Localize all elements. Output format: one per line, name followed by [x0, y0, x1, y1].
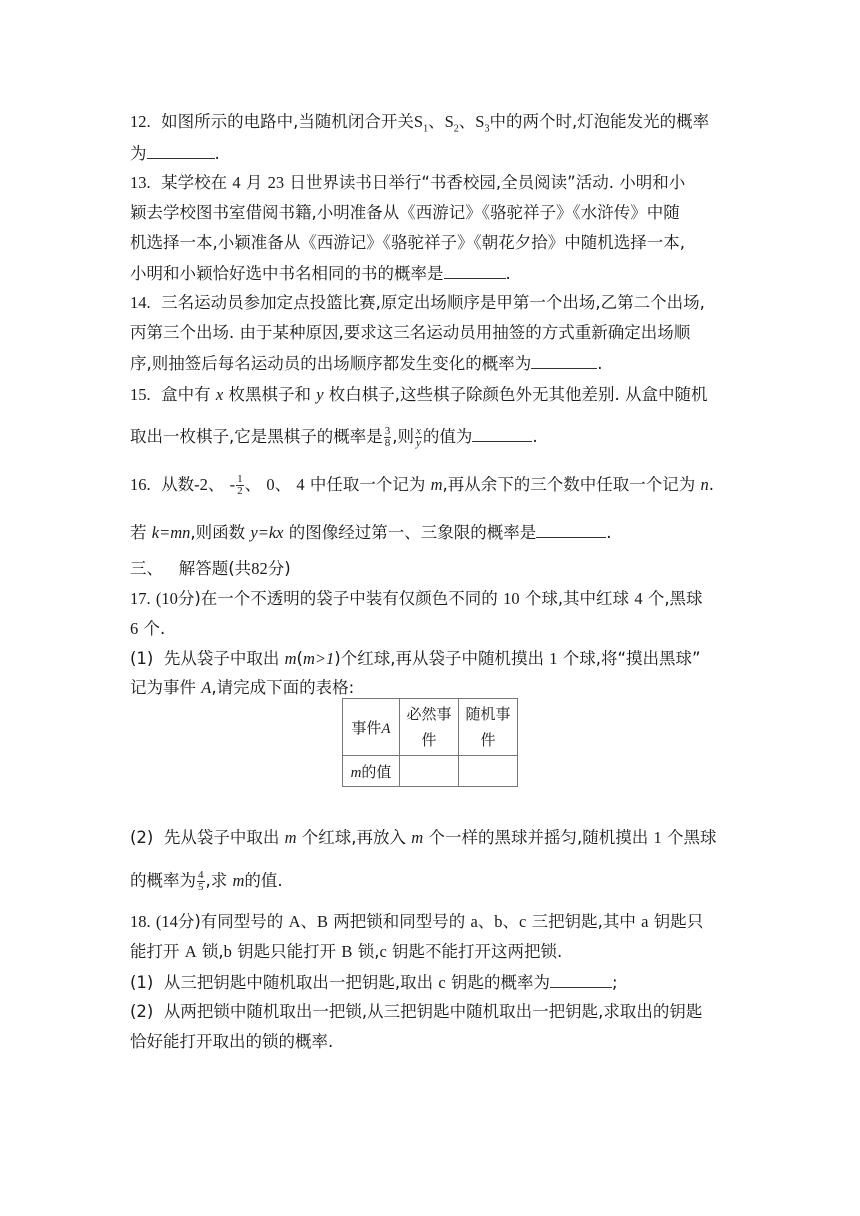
event-table — [342, 698, 518, 787]
table-row — [343, 699, 518, 756]
var-A: A — [201, 678, 212, 697]
q16-line2 — [130, 520, 611, 545]
separator: 、 — [207, 475, 225, 494]
table-header-cell — [459, 699, 518, 756]
number-1: 1 — [549, 649, 558, 668]
q17-part2-line2 — [130, 869, 283, 893]
q18-p1-text-a: 从三把钥匙中随机取出一把钥匙,取出 — [163, 973, 434, 992]
switch-s-letter: 、S — [458, 112, 485, 131]
q16-text-d: 若 — [130, 523, 147, 542]
q17-p1-text-a: 先从袋子中取出 — [163, 649, 280, 668]
q12-text-c: 为 — [130, 144, 147, 163]
q13-line4 — [130, 261, 511, 286]
q12-line1 — [130, 110, 709, 141]
answer-blank[interactable] — [536, 520, 606, 538]
table-header-cell — [343, 699, 400, 756]
q18-part2-line2: 恰好能打开取出的锁的概率. — [130, 1032, 334, 1051]
var-A: A — [381, 720, 391, 737]
q18-text-f: 锁, — [201, 942, 224, 961]
expr-y: y=kx — [250, 523, 284, 542]
q17-part1-line1 — [130, 647, 701, 671]
q16-text-e: ,则函数 — [190, 523, 246, 542]
number-4: 4 — [634, 589, 643, 608]
semicolon: ; — [611, 973, 618, 992]
separator: 、 — [274, 475, 292, 494]
q17-p1-text-b: )个红球,再从袋子中随机摸出 — [334, 649, 544, 668]
q17-p2-text-g: 的值. — [244, 871, 283, 890]
q16-text-a: 从数 — [161, 475, 195, 494]
key-c: c — [438, 973, 446, 992]
expr-k: k=mn — [151, 523, 191, 542]
fraction-4-5 — [197, 870, 205, 893]
q18-score: (14 — [155, 912, 178, 931]
answer-blank[interactable] — [444, 261, 506, 279]
var-m: m — [284, 828, 297, 847]
switch-sub-2: 2 — [453, 123, 459, 135]
period: . — [708, 475, 715, 494]
q15-text-a: 盒中有 — [161, 385, 211, 404]
q15-text-b: 枚黑棋子和 — [228, 385, 311, 404]
q18-text-d: 钥匙只 — [653, 912, 704, 931]
q13-number: 13. — [130, 173, 151, 192]
separator: 、 — [244, 475, 262, 494]
switch-s-letter: S — [413, 112, 424, 131]
lock-A: A — [184, 942, 197, 961]
header-text: 必然事 — [406, 705, 452, 723]
q16-text-c: ,再从余下的三个数中任取一个记为 — [442, 475, 696, 494]
section-number: 三、 — [130, 559, 163, 578]
q16-text-f: 的图像经过第一、三象限的概率是 — [288, 523, 537, 542]
frac-denominator: 8 — [384, 437, 391, 449]
q13-text-c: 日世界读书日举行“书香校园,全员阅读”活动. 小明和小 — [289, 173, 686, 192]
q13-text-a: 某学校在 — [161, 173, 228, 192]
q18-text-i: 钥匙不能打开这两把锁. — [392, 942, 563, 961]
q17-p2-text-f: ,求 — [205, 871, 228, 890]
lock-B: B — [341, 942, 353, 961]
number-6: 6 — [130, 619, 139, 638]
answer-blank[interactable] — [472, 424, 532, 442]
q18-text-c: 三把钥匙,其中 — [531, 912, 636, 931]
var-x: x — [215, 385, 224, 404]
q16-text-b: 中任取一个记为 — [309, 475, 426, 494]
q12-text-b: 中的两个时,灯泡能发光的概率 — [489, 112, 710, 131]
period: . — [606, 523, 612, 542]
q12-text-a: 如图所示的电路中,当随机闭合开关 — [161, 112, 414, 131]
switch-sub-1: 1 — [423, 123, 429, 135]
q15-text-d: 取出一枚棋子,它是黑棋子的概率是 — [130, 427, 383, 446]
q17-p2-text-e: 的概率为 — [130, 871, 196, 890]
q18-text-b: 两把锁和同型号的 — [333, 912, 466, 931]
number-4: 4 — [296, 475, 305, 494]
q15-number: 15. — [130, 385, 151, 404]
var-m: m — [411, 828, 424, 847]
q15-line1 — [130, 383, 708, 407]
q18-part1 — [130, 970, 618, 995]
q18-text-g: 钥匙只能打开 — [237, 942, 337, 961]
period: . — [214, 144, 220, 163]
q16-line1 — [130, 473, 714, 497]
q17-p1-text-e: ,请完成下面的表格: — [211, 678, 355, 697]
q13-line1 — [130, 171, 685, 195]
row-label-text: 的值 — [361, 762, 392, 781]
q18-number: 18. — [130, 912, 151, 931]
switch-sub-3: 3 — [484, 123, 490, 135]
table-row-label — [343, 756, 400, 787]
q17-p2-text-d: 个黑球 — [666, 828, 717, 847]
part-label: (2) — [130, 1002, 154, 1021]
minus-sign: - — [229, 475, 236, 494]
key-a: a — [641, 912, 649, 931]
number-0: 0 — [266, 475, 275, 494]
q15-text-f: 的值为 — [422, 427, 473, 446]
q17-number: 17. — [130, 589, 151, 608]
q18-line1 — [130, 910, 703, 934]
answer-blank[interactable] — [550, 970, 612, 988]
q13-line2: 颖去学校图书室借阅书籍,小明准备从《西游记》《骆驼祥子》《水浒传》中随 — [130, 203, 680, 222]
part-label: (1) — [130, 973, 154, 992]
q17-p1-text-c: 个球,将“摸出黑球” — [562, 649, 701, 668]
var-y: y — [316, 385, 324, 404]
q15-text-e: ,则 — [392, 427, 414, 446]
part-label: (2) — [130, 828, 154, 847]
q17-p1-text-d: 记为事件 — [130, 678, 196, 697]
section-title-b: 分) — [267, 559, 291, 578]
q17-text-a: 分)在一个不透明的袋子中装有仅颜色不同的 — [177, 589, 498, 608]
q12-switches — [413, 112, 490, 135]
frac-numerator: 4 — [198, 869, 204, 881]
q14-text-a: 三名运动员参加定点投篮比赛,原定出场顺序是甲第一个出场,乙第二个出场, — [161, 293, 705, 312]
switch-s-letter: 、S — [428, 112, 454, 131]
frac-denominator: 5 — [198, 881, 204, 893]
fraction-1-2 — [236, 474, 244, 497]
section-title-a: 解答题(共 — [178, 559, 252, 578]
keys-abc: a、b、c — [470, 912, 527, 931]
q14-line3 — [130, 351, 603, 376]
frac-numerator: 1 — [237, 473, 243, 485]
header-text: 随机事 — [465, 705, 511, 723]
q18-text-h: 锁, — [357, 942, 380, 961]
part-label: (1) — [130, 649, 154, 668]
q17-p2-text-c: 个一样的黑球并摇匀,随机摸出 — [428, 828, 649, 847]
q17-p2-text-a: 先从袋子中取出 — [163, 828, 280, 847]
key-c: c — [379, 942, 387, 961]
header-text: 事件 — [351, 718, 382, 737]
table-row — [343, 756, 518, 787]
q15-text-c: 枚白棋子,这些棋子除颜色外无其他差别. 从盒中随机 — [328, 385, 708, 404]
q18-part2-line1 — [130, 1000, 702, 1024]
q12-number: 12. — [130, 112, 151, 131]
var-n: n — [700, 475, 709, 494]
q17-part2-line1 — [130, 826, 716, 850]
section-points: 82 — [251, 559, 268, 578]
q17-part1-line2 — [130, 676, 354, 700]
table-header-cell — [400, 699, 459, 756]
number-neg2: -2 — [194, 475, 208, 494]
q18-text-e: 能打开 — [130, 942, 180, 961]
frac-denominator: 2 — [237, 485, 243, 497]
q17-line2 — [130, 617, 165, 641]
q18-p1-text-b: 钥匙的概率为 — [450, 973, 550, 992]
q12-line2 — [130, 141, 220, 166]
q13-text-b: 月 — [245, 173, 263, 192]
q16-number: 16. — [130, 475, 151, 494]
number-1: 1 — [653, 828, 662, 847]
key-b: b — [223, 942, 232, 961]
q18-text-a: 分)有同型号的 — [177, 912, 284, 931]
var-m: m — [430, 475, 443, 494]
fraction-3-8 — [384, 426, 392, 449]
table-input-cell[interactable] — [459, 756, 518, 787]
var-m: m — [284, 649, 297, 668]
answer-blank[interactable] — [147, 141, 215, 159]
q13-text-d: 小明和小颖恰好选中书名相同的书的概率是 — [130, 264, 444, 283]
var-m: m — [232, 871, 245, 890]
header-text: 件 — [480, 731, 496, 749]
q17-line1 — [130, 587, 703, 611]
q14-text-c: 序,则抽签后每名运动员的出场顺序都发生变化的概率为 — [130, 354, 532, 373]
answer-blank[interactable] — [531, 351, 597, 369]
q17-text-c: 个,黑球 — [647, 589, 703, 608]
q17-text-b: 个球,其中红球 — [524, 589, 630, 608]
locks-AB: A、B — [288, 912, 328, 931]
q17-score: (10 — [155, 589, 178, 608]
paren: ( — [296, 649, 303, 668]
q13-line3: 机选择一本,小颖准备从《西游记》《骆驼祥子》《朝花夕拾》中随机选择一本, — [130, 233, 685, 252]
q17-text-d: 个. — [143, 619, 166, 638]
var-m: m — [350, 764, 362, 781]
condition-m-gt-1: m>1 — [302, 649, 335, 668]
q18-p2-text-a: 从两把锁中随机取出一把锁,从三把钥匙中随机取出一把钥匙,求取出的钥匙 — [163, 1002, 703, 1021]
period: . — [505, 264, 511, 283]
q13-day: 23 — [267, 173, 285, 192]
table-input-cell[interactable] — [400, 756, 459, 787]
frac-numerator: 3 — [384, 425, 391, 437]
fraction-x-y — [415, 426, 422, 449]
number-10: 10 — [503, 589, 520, 608]
frac-denominator: y — [416, 437, 421, 449]
q17-p2-text-b: 个红球,再放入 — [301, 828, 407, 847]
q15-line2 — [130, 424, 538, 449]
frac-numerator: x — [416, 425, 421, 437]
section-heading — [130, 557, 291, 581]
q13-month: 4 — [232, 173, 241, 192]
period: . — [597, 354, 603, 373]
q14-line2: 丙第三个出场. 由于某种原因,要求这三名运动员用抽签的方式重新确定出场顺 — [130, 323, 691, 342]
q14-number: 14. — [130, 293, 151, 312]
q18-line2 — [130, 940, 562, 964]
period: . — [532, 427, 538, 446]
q14-line1 — [130, 291, 705, 315]
header-text: 件 — [421, 731, 437, 749]
